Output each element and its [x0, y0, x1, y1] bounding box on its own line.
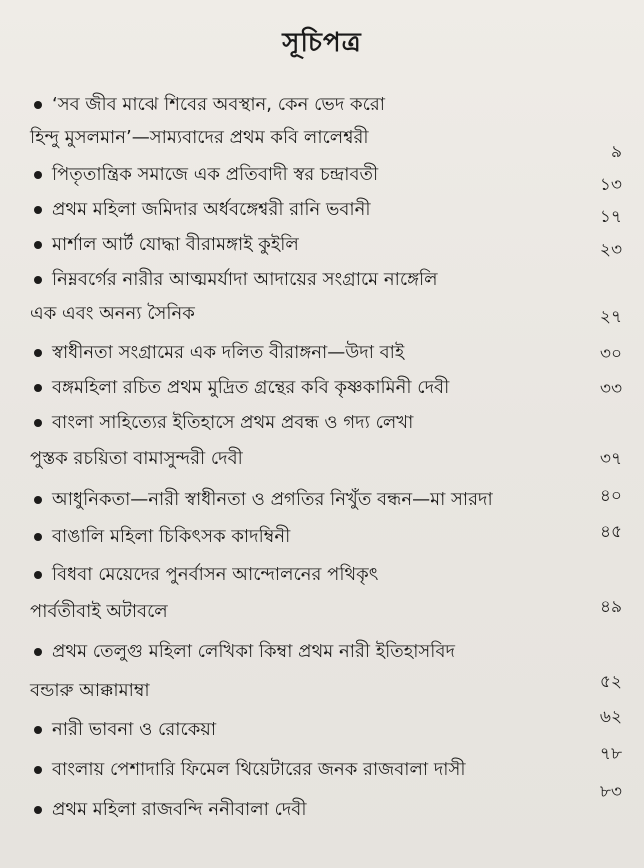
bullet-icon [34, 276, 42, 284]
entry-title-line1: আধুনিকতা—নারী স্বাধীনতা ও প্রগতির নিখুঁত বন্ধন—মা সারদা [52, 489, 493, 510]
entry-title-line2: বন্ডারু আক্কামাম্বা [30, 680, 150, 701]
entry-title-line2: পার্বতীবাই অটাবলে [30, 601, 168, 622]
entry-title-line1: বাংলায় পেশাদারি ফিমেল থিয়েটারের জনক রাজবালা দাসী [52, 759, 466, 780]
bullet-icon [34, 419, 42, 427]
entry-title-line1: বাংলা সাহিত্যের ইতিহাসে প্রথম প্রবন্ধ ও গদ্য লেখা [52, 412, 414, 433]
entry-page-number: ২৩ [599, 240, 622, 260]
entry-page-number: ১৩ [599, 175, 622, 195]
entry-title-line1: বঙ্গমহিলা রচিত প্রথম মুদ্রিত গ্রন্থের কবি কৃষ্ণকামিনী দেবী [52, 377, 450, 398]
entry-title-line1: বিধবা মেয়েদের পুনর্বাসন আন্দোলনের পথিকৃৎ [52, 564, 379, 585]
entry-title-line1: প্রথম তেলুগু মহিলা লেখিকা কিম্বা প্রথম নারী ইতিহাসবিদ [52, 641, 455, 662]
entry-title-line1: মার্শাল আর্ট যোদ্ধা বীরামঙ্গাই কুইলি [52, 234, 299, 255]
entry-page-number: ৪৯ [599, 597, 622, 617]
bullet-icon [34, 648, 42, 656]
entry-page-number: ৪৫ [599, 522, 622, 542]
entry-title-line2: পুস্তক রচয়িতা বামাসুন্দরী দেবী [30, 448, 243, 469]
page-title: সূচিপত্র [282, 28, 362, 58]
entry-title-line1: নারী ভাবনা ও রোকেয়া [52, 719, 217, 740]
entry-page-number: ৯ [610, 142, 622, 162]
entry-title-line1: বাঙালি মহিলা চিকিৎসক কাদম্বিনী [52, 526, 291, 547]
entry-title-line2: হিন্দু মুসলমান’—সাম্যবাদের প্রথম কবি লালেশ্বরী [30, 127, 369, 148]
bullet-icon [34, 384, 42, 392]
entry-title-line1: পিতৃতান্ত্রিক সমাজে এক প্রতিবাদী স্বর চন্দ্রাবতী [52, 164, 379, 185]
entry-page-number: ৭৮ [599, 744, 622, 764]
entry-title-line1: প্রথম মহিলা রাজবন্দি ননীবালা দেবী [52, 799, 307, 820]
entry-page-number: ২৭ [599, 307, 622, 327]
entry-title-line1: নিম্নবর্গের নারীর আত্মমর্যাদা আদায়ের সংগ্রামে নাঙ্গেলি [52, 269, 438, 290]
entry-page-number: ৬২ [599, 707, 622, 727]
bullet-icon [34, 496, 42, 504]
bullet-icon [34, 726, 42, 734]
bullet-icon [34, 171, 42, 179]
entry-title-line1: ‘সব জীব মাঝে শিবের অবস্থান, কেন ভেদ করো [52, 94, 385, 115]
entry-page-number: ৩৭ [599, 449, 622, 469]
bullet-icon [34, 206, 42, 214]
bullet-icon [34, 571, 42, 579]
entry-title-line1: স্বাধীনতা সংগ্রামের এক দলিত বীরাঙ্গনা—উদা বাই [52, 342, 405, 363]
bullet-icon [34, 766, 42, 774]
entry-page-number: ১৭ [599, 207, 622, 227]
entry-page-number: ৫২ [599, 672, 622, 692]
entry-page-number: ৩০ [599, 344, 622, 364]
bullet-icon [34, 806, 42, 814]
bullet-icon [34, 241, 42, 249]
bullet-icon [34, 349, 42, 357]
bullet-icon [34, 533, 42, 541]
entry-title-line2: এক এবং অনন্য সৈনিক [30, 303, 195, 324]
entry-page-number: ৩৩ [599, 379, 622, 399]
entry-page-number: ৪০ [599, 486, 622, 506]
bullet-icon [34, 101, 42, 109]
entry-page-number: ৮৩ [599, 782, 622, 802]
entry-title-line1: প্রথম মহিলা জমিদার অর্ধবঙ্গেশ্বরী রানি ভবানী [52, 199, 371, 220]
